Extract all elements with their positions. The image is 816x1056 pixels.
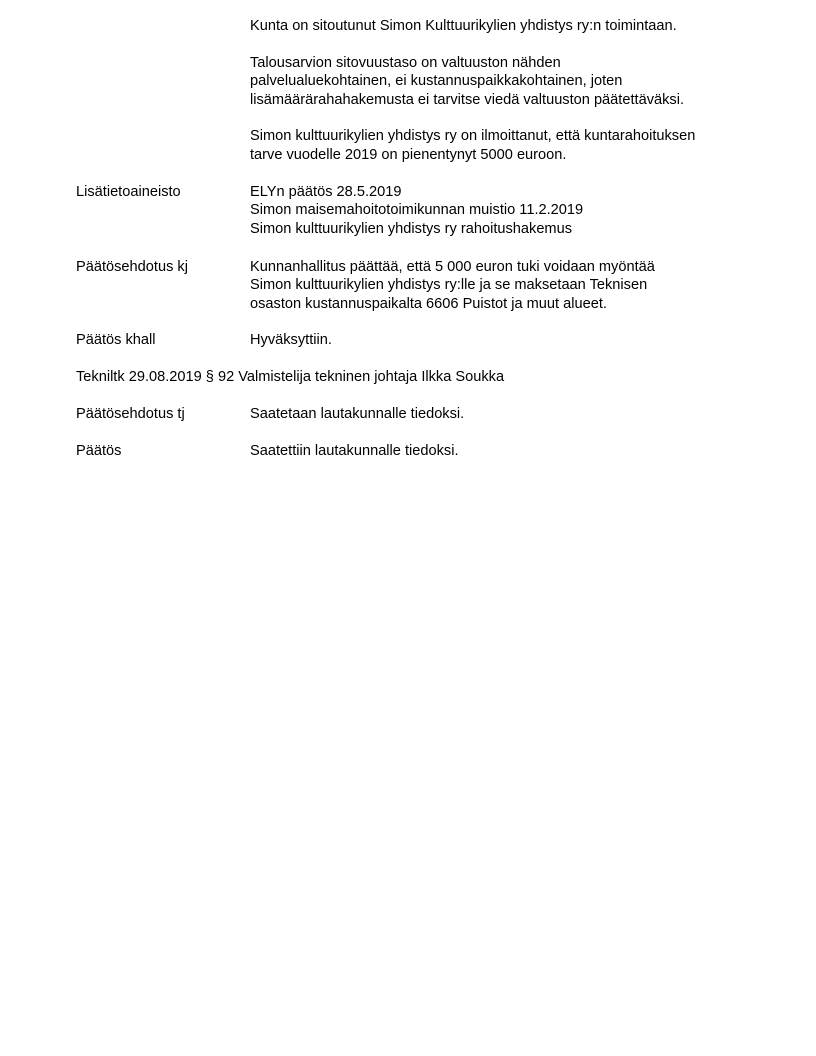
text-line: ELYn päätös 28.5.2019 xyxy=(250,184,402,200)
intro-paragraph xyxy=(250,127,750,164)
text-line: Simon maisemahoitotoimikunnan muistio 11.2.2019 xyxy=(250,202,584,219)
text-line: Simon kulttuurikylien yhdistys ry rahoitushakemus xyxy=(250,220,573,237)
text-line: Saatettiin lautakunnalle tiedoksi. xyxy=(250,443,459,459)
text-line: lisämäärärahahakemusta ei tarvitse viedä valtuuston päätettäväksi. xyxy=(250,91,684,108)
section-content xyxy=(250,183,750,238)
section-content xyxy=(250,258,750,313)
section-label: Päätösehdotus tj xyxy=(76,406,185,422)
text-line: Kunnanhallitus päättää, että 5 000 euron tuki voidaan myöntää xyxy=(250,259,655,275)
text-line: Talousarvion sitovuustaso on valtuuston nähden xyxy=(250,54,561,71)
text-line: tarve vuodelle 2019 on pienentynyt 5000 euroon. xyxy=(250,146,567,163)
intro-content xyxy=(250,17,750,164)
text-line: Hyväksyttiin. xyxy=(250,332,332,348)
section-content xyxy=(250,405,750,423)
section-label: Lisätietoaineisto xyxy=(76,184,181,200)
text-line: osaston kustannuspaikalta 6606 Puistot ja muut alueet. xyxy=(250,295,607,312)
section-label: Päätösehdotus kj xyxy=(76,259,188,275)
tekniltk-line: Tekniltk 29.08.2019 § 92 Valmistelija tekninen johtaja Ilkka Soukka xyxy=(76,369,505,385)
text-line: Kunta on sitoutunut Simon Kulttuurikylien yhdistys ry:n toimintaan. xyxy=(250,18,677,34)
text-line: Saatetaan lautakunnalle tiedoksi. xyxy=(250,406,465,422)
intro-paragraph xyxy=(250,54,750,109)
section-content xyxy=(250,331,750,349)
text-line: Simon kulttuurikylien yhdistys ry on ilmoittanut, että kuntarahoituksen xyxy=(250,128,696,145)
text-line: Simon kulttuurikylien yhdistys ry:lle ja se maksetaan Teknisen xyxy=(250,277,648,294)
text-line: palvelualuekohtainen, ei kustannuspaikkakohtainen, joten xyxy=(250,73,623,90)
section-label: Päätös xyxy=(76,443,122,459)
section-label: Päätös khall xyxy=(76,332,156,348)
section-content xyxy=(250,442,750,460)
intro-paragraph xyxy=(250,17,750,35)
